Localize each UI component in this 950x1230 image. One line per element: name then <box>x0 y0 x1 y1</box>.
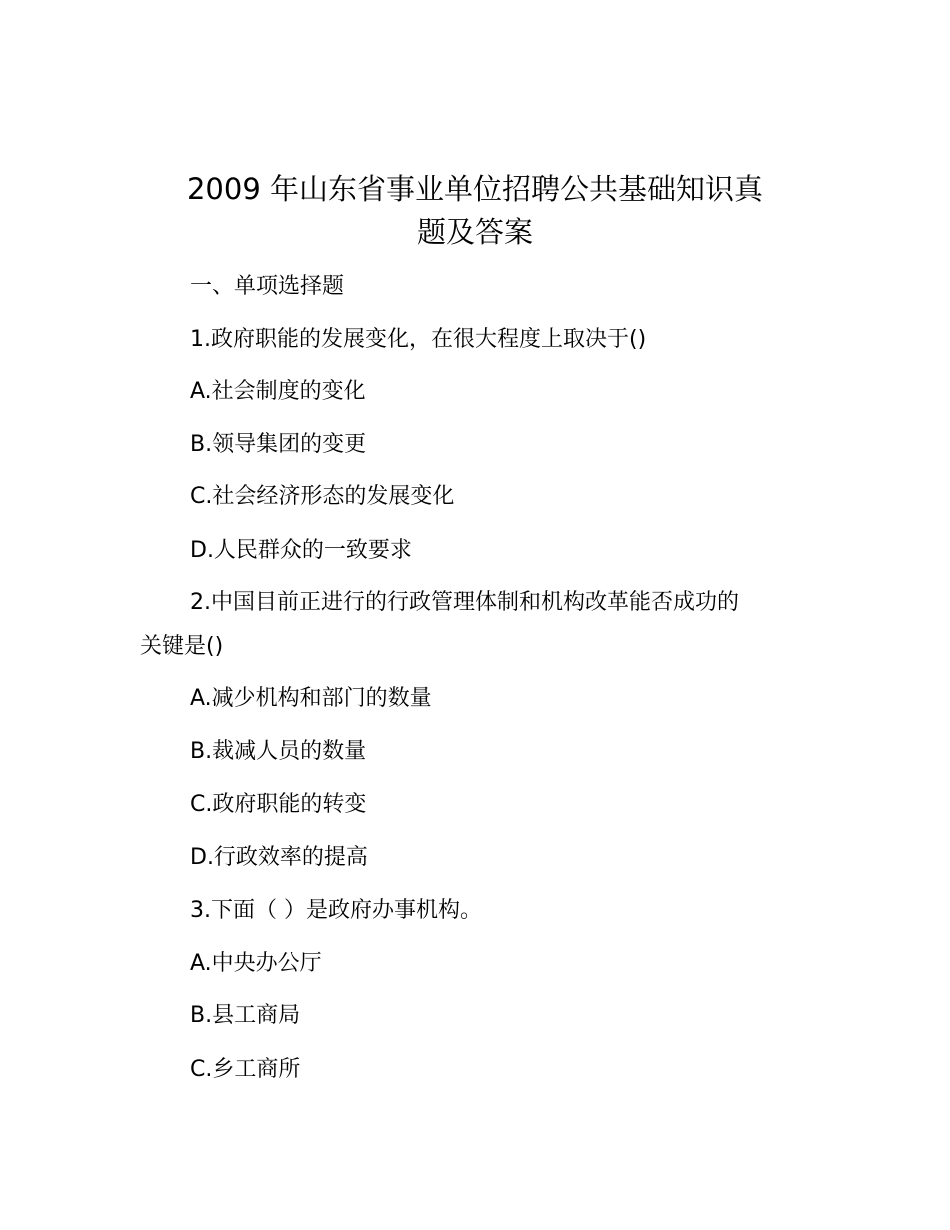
question-2-option-b: B.裁减人员的数量 <box>190 739 367 764</box>
section-heading: 一、单项选择题 <box>190 274 345 299</box>
question-1-option-c: C.社会经济形态的发展变化 <box>190 484 455 509</box>
question-1-option-d: D.人民群众的一致要求 <box>190 538 412 563</box>
question-2-option-d: D.行政效率的提高 <box>190 845 368 870</box>
question-1-option-b: B.领导集团的变更 <box>190 432 367 457</box>
question-2-stem-line-1: 2.中国目前正进行的行政管理体制和机构改革能否成功的 <box>190 590 739 615</box>
question-3-option-b: B.县工商局 <box>190 1003 301 1028</box>
document-title-line-1: 2009 年山东省事业单位招聘公共基础知识真 <box>186 172 764 206</box>
question-3-stem: 3.下面（ ）是政府办事机构。 <box>190 898 482 923</box>
question-2-stem-line-2: 关键是() <box>140 634 224 659</box>
question-3-option-a: A.中央办公厅 <box>190 951 322 976</box>
question-3-option-c: C.乡工商所 <box>190 1057 301 1082</box>
question-2-option-c: C.政府职能的转变 <box>190 792 367 817</box>
question-1-option-a: A.社会制度的变化 <box>190 379 366 404</box>
question-2-option-a: A.减少机构和部门的数量 <box>190 686 432 711</box>
document-title-line-2: 题及答案 <box>416 215 533 249</box>
question-1-stem: 1.政府职能的发展变化，在很大程度上取决于() <box>190 327 647 352</box>
